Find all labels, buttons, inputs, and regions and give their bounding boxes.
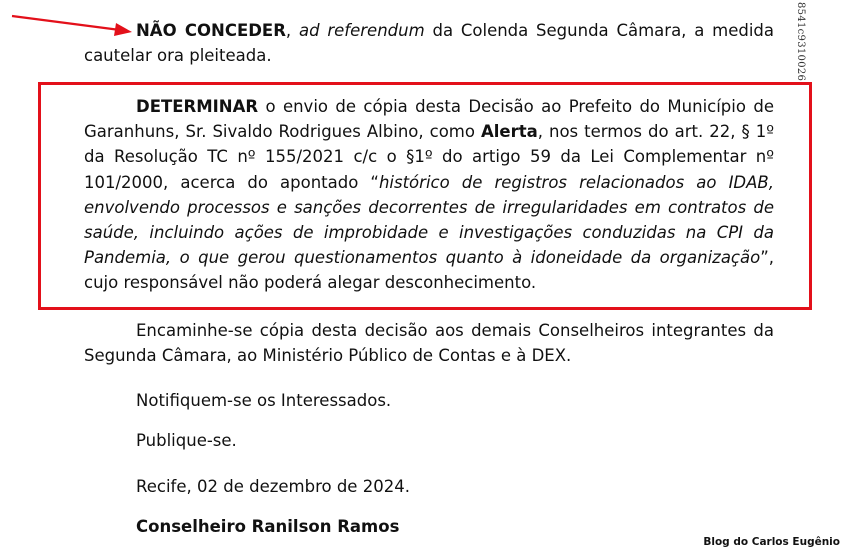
nao-conceder-bold: NÃO CONCEDER — [136, 21, 286, 40]
signature-name: Conselheiro Ranilson Ramos — [136, 517, 400, 536]
document-side-code: 8541c9310026 — [795, 2, 806, 82]
paragraph-encaminhe — [84, 318, 774, 368]
encaminhe-text: Encaminhe-se cópia desta decisão aos demais Conselheiros integrantes da Segunda Câmara, ao Ministério Público de Contas e à DEX. — [84, 321, 774, 366]
determinar-bold: DETERMINAR — [136, 97, 259, 116]
nao-conceder-rest: da Colenda Segunda Câmara, a medida cautelar ora pleiteada. — [84, 21, 775, 66]
alerta-bold: Alerta — [480, 122, 538, 142]
determinar-text-1: o envio de cópia desta Decisão ao Prefeito do Município de Garanhuns, Sr. Sivaldo Rodrigues Albino, como — [84, 97, 774, 142]
determinar-text-2: , nos termos do art. 22, § 1º da Resolução TC nº 155/2021 c/c o §1º do artigo 59 da Lei Complementar nº 101/2000, acerca do apontado “ — [84, 122, 774, 192]
ad-referendum-italic: ad referendum — [298, 21, 425, 40]
nao-conceder-separator: , — [285, 21, 299, 40]
blog-watermark: Blog do Carlos Eugênio — [703, 536, 840, 548]
notify-line: Notifiquem-se os Interessados. — [136, 391, 392, 410]
date-line: Recife, 02 de dezembro de 2024. — [136, 477, 410, 496]
paragraph-determinar — [84, 94, 774, 296]
paragraph-nao-conceder — [84, 18, 774, 68]
determinar-text-3: ”, cujo responsável não poderá alegar desconhecimento. — [84, 248, 774, 293]
publish-line: Publique-se. — [136, 431, 237, 450]
determinar-quote-italic: histórico de registros relacionados ao IDAB, envolvendo processos e sanções decorrentes de irregularidades em contratos de saúde, incluindo ações de improbidade e investigações conduzidas na CPI da Pandemia, o que gerou questionamentos quanto à idoneidade da organização — [84, 172, 774, 268]
